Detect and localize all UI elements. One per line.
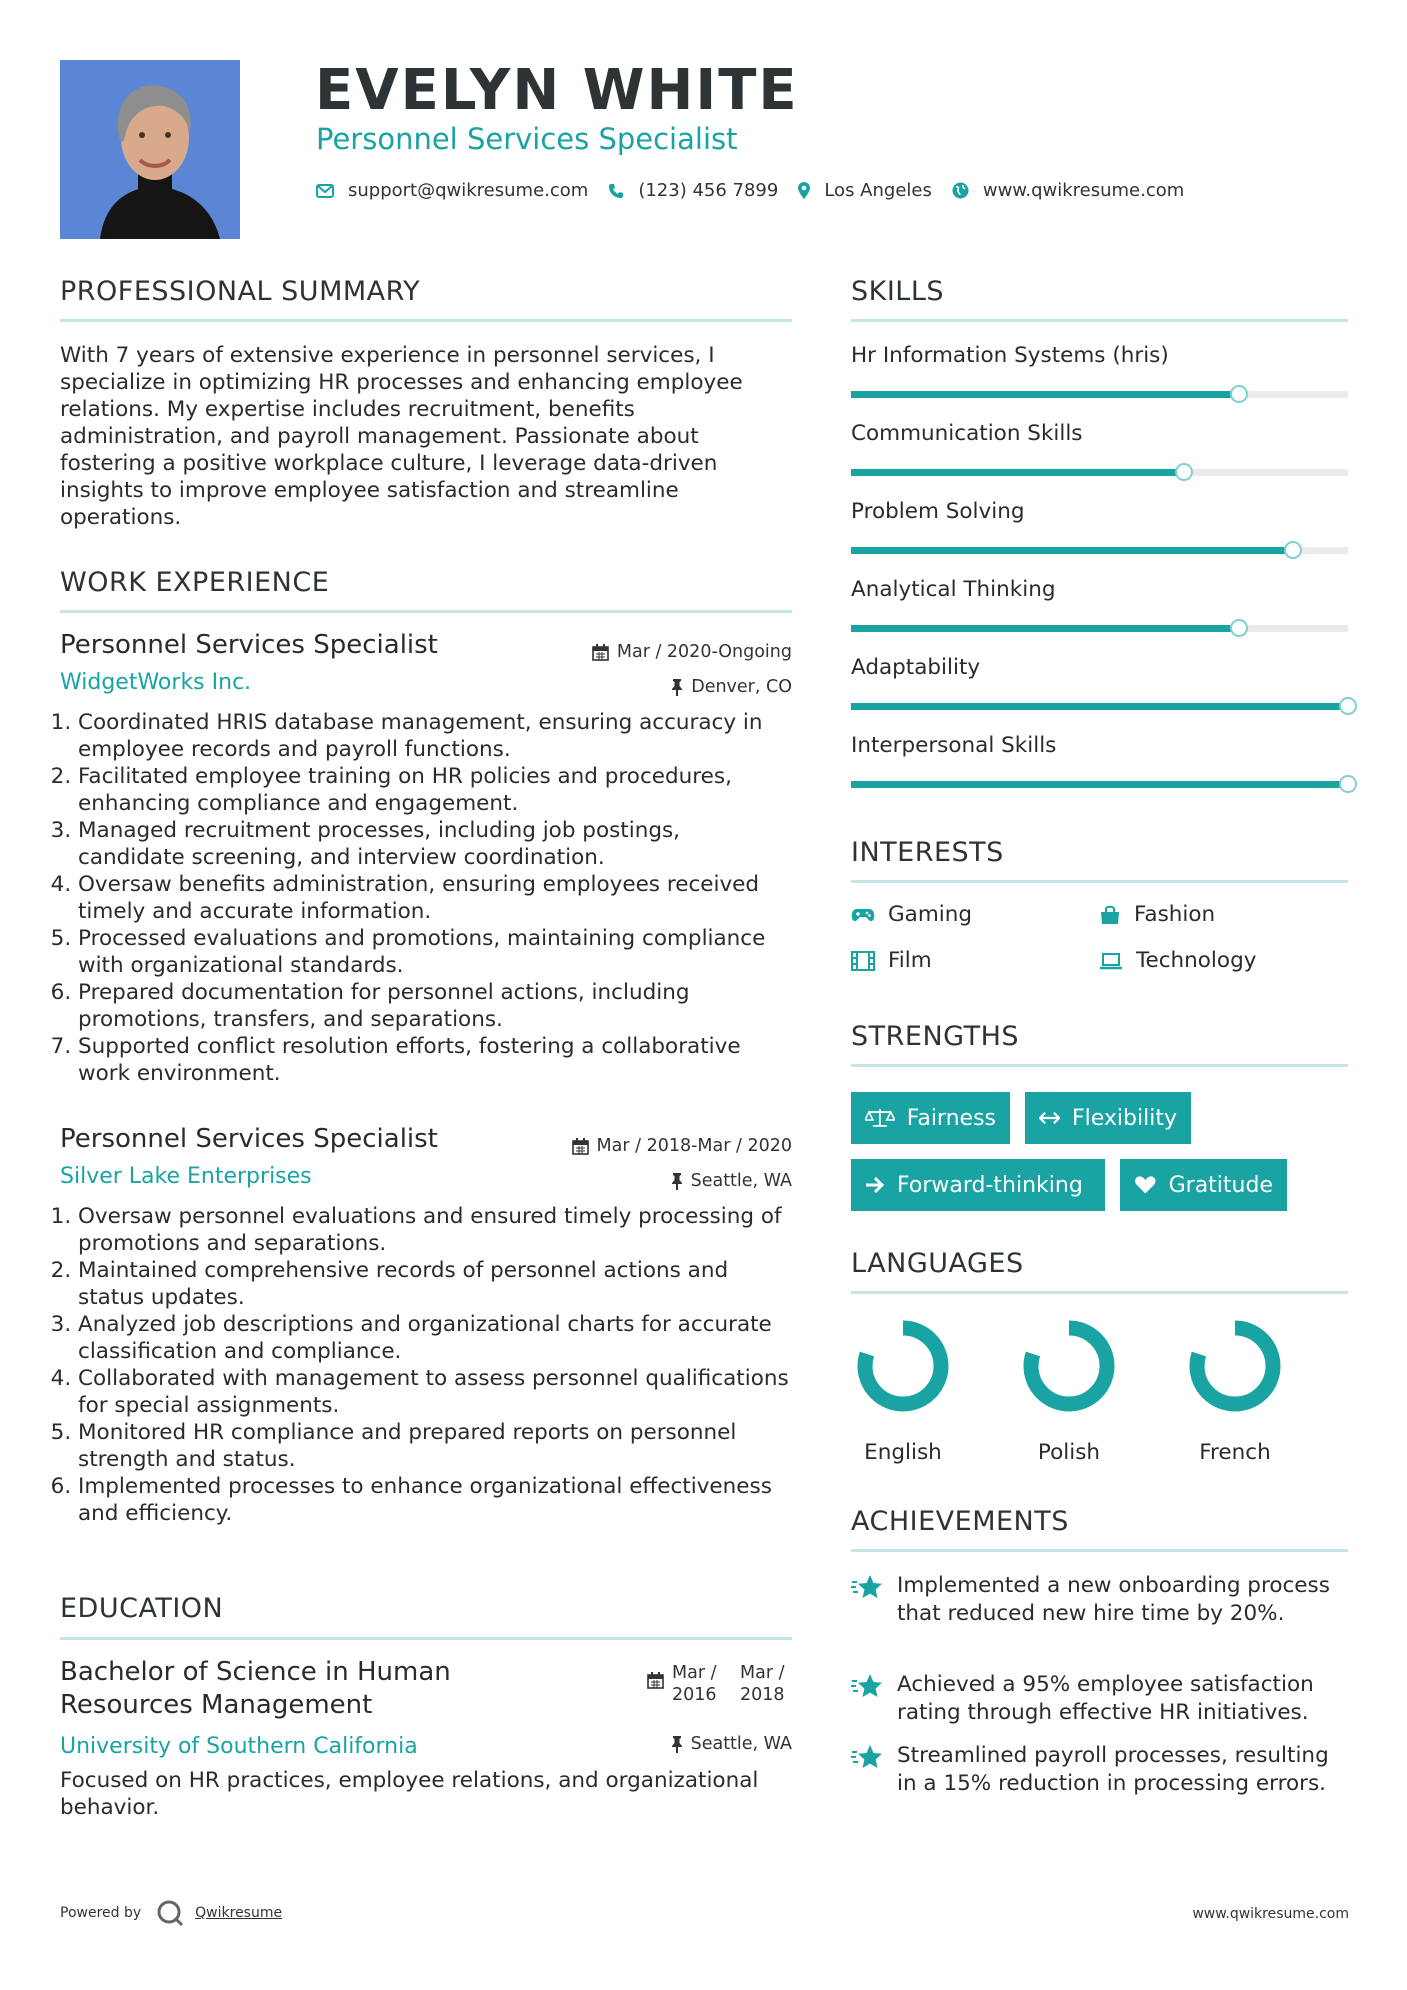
skill-item xyxy=(851,343,1348,368)
education-location-text: Seattle, WA xyxy=(690,1734,792,1754)
candidate-name: EVELYN WHITE xyxy=(315,58,799,123)
job-bullet: 1. Oversaw personnel evaluations and ensured timely processing of promotions and separations. xyxy=(78,1203,792,1257)
skill-name: Communication Skills xyxy=(851,421,1083,446)
contact-email[interactable] xyxy=(316,180,588,201)
interest-label: Film xyxy=(888,948,932,973)
education-start: Mar / 2016 xyxy=(672,1663,717,1705)
education-dates xyxy=(647,1662,792,1706)
contact-bar xyxy=(316,180,1204,201)
achievement-item xyxy=(851,1671,1351,1727)
achievement-text: Implemented a new onboarding process that reduced new hire time by 20%. xyxy=(897,1573,1330,1626)
job-bullet: 1. Coordinated HRIS database management, ensuring accuracy in employee records and payroll functions. xyxy=(78,709,792,763)
skill-name: Analytical Thinking xyxy=(851,577,1056,602)
portrait-image xyxy=(60,60,240,239)
interests-heading: INTERESTS xyxy=(851,837,1004,868)
calendar-icon xyxy=(647,1672,664,1689)
language-name: English xyxy=(864,1440,942,1465)
achievement-text: Streamlined payroll processes, resulting in a 15% reduction in processing errors. xyxy=(897,1743,1329,1796)
degree-title: Bachelor of Science in Human Resources Management xyxy=(60,1657,451,1720)
footer-website[interactable]: www.qwikresume.com xyxy=(1192,1906,1349,1922)
achievement-item xyxy=(851,1572,1351,1628)
job-bullet: 5. Monitored HR compliance and prepared reports on personnel strength and status. xyxy=(78,1419,792,1473)
job-location xyxy=(671,1171,792,1191)
job-entry xyxy=(60,1124,792,1527)
job-title: Personnel Services Specialist xyxy=(60,630,438,660)
skill-bar xyxy=(851,547,1348,554)
candidate-title: Personnel Services Specialist xyxy=(316,122,738,156)
star-icon xyxy=(851,1574,883,1600)
job-location-text: Denver, CO xyxy=(691,677,792,697)
skill-bar-fill xyxy=(851,781,1348,788)
education-location xyxy=(671,1734,792,1754)
job-bullet: 6. Implemented processes to enhance organizational effectiveness and efficiency. xyxy=(78,1473,792,1527)
skill-bar-knob xyxy=(1230,619,1248,637)
skill-name: Hr Information Systems (hris) xyxy=(851,343,1169,368)
interest-label: Gaming xyxy=(888,902,973,927)
interests-divider xyxy=(851,880,1348,883)
job-location xyxy=(671,677,792,697)
skill-bar-fill xyxy=(851,703,1348,710)
job-bullet: 4. Collaborated with management to assess personnel qualifications for special assignments. xyxy=(78,1365,792,1419)
job-title: Personnel Services Specialist xyxy=(60,1124,438,1154)
job-location-text: Seattle, WA xyxy=(690,1171,792,1191)
experience-heading: WORK EXPERIENCE xyxy=(60,567,330,598)
skill-name: Interpersonal Skills xyxy=(851,733,1057,758)
school-name: University of Southern California xyxy=(60,1734,418,1759)
job-entry xyxy=(60,630,792,1087)
skill-name: Adaptability xyxy=(851,655,981,680)
skills-divider xyxy=(851,319,1348,322)
achievement-text: Achieved a 95% employee satisfaction rating through effective HR initiatives. xyxy=(897,1672,1314,1725)
job-company: WidgetWorks Inc. xyxy=(60,670,252,695)
star-icon xyxy=(851,1673,883,1699)
job-bullets xyxy=(60,1203,792,1527)
education-heading: EDUCATION xyxy=(60,1593,224,1624)
strengths-divider xyxy=(851,1064,1348,1067)
skill-bar xyxy=(851,703,1348,710)
profile-photo xyxy=(60,60,240,239)
language-item xyxy=(994,1318,1144,1465)
skill-bar-knob xyxy=(1339,697,1357,715)
pushpin-icon xyxy=(671,679,683,696)
skill-bar-fill xyxy=(851,625,1239,632)
interest-film xyxy=(851,948,932,973)
job-bullet: 2. Maintained comprehensive records of personnel actions and status updates. xyxy=(78,1257,792,1311)
shopping-bag-icon xyxy=(1099,905,1121,925)
strength-label: Flexibility xyxy=(1072,1105,1177,1131)
gamepad-icon xyxy=(851,907,875,923)
skills-heading: SKILLS xyxy=(851,276,945,307)
education-description: Focused on HR practices, employee relations, and organizational behavior. xyxy=(60,1768,759,1820)
interest-fashion xyxy=(1099,902,1215,927)
job-bullet: 7. Supported conflict resolution efforts, fostering a collaborative work environment. xyxy=(78,1033,792,1087)
experience-divider xyxy=(60,610,792,613)
languages-heading: LANGUAGES xyxy=(851,1248,1024,1279)
skill-item xyxy=(851,577,1348,602)
powered-by-text: Powered by xyxy=(60,1905,142,1921)
film-icon xyxy=(851,951,875,971)
phone-icon xyxy=(608,183,624,199)
skill-bar-knob xyxy=(1339,775,1357,793)
skill-bar-fill xyxy=(851,469,1184,476)
job-bullet: 3. Analyzed job descriptions and organizational charts for accurate classification and compliance. xyxy=(78,1311,792,1365)
strength-chip-forward-thinking xyxy=(851,1159,1105,1211)
skill-bar xyxy=(851,391,1348,398)
job-bullet: 4. Oversaw benefits administration, ensuring employees received timely and accurate information. xyxy=(78,871,792,925)
calendar-icon xyxy=(592,644,609,661)
skill-bar xyxy=(851,781,1348,788)
achievements-divider xyxy=(851,1549,1348,1552)
skill-item xyxy=(851,421,1348,446)
language-item xyxy=(1160,1318,1310,1465)
heart-icon xyxy=(1134,1175,1157,1195)
contact-location-text: Los Angeles xyxy=(824,180,932,201)
balance-scale-icon xyxy=(865,1108,895,1128)
contact-website[interactable] xyxy=(952,180,1184,201)
arrows-horizontal-icon xyxy=(1039,1111,1060,1125)
education-entry xyxy=(60,1656,792,1821)
skill-bar xyxy=(851,625,1348,632)
education-end: Mar / 2018 xyxy=(740,1663,785,1705)
interest-gaming xyxy=(851,902,972,927)
strength-label: Gratitude xyxy=(1168,1172,1273,1198)
pushpin-icon xyxy=(671,1736,683,1753)
languages-divider xyxy=(851,1291,1348,1294)
language-ring xyxy=(855,1318,951,1414)
contact-location xyxy=(798,180,932,201)
interest-label: Fashion xyxy=(1134,902,1216,927)
job-dates xyxy=(572,1136,792,1156)
skill-bar xyxy=(851,469,1348,476)
strengths-heading: STRENGTHS xyxy=(851,1021,1020,1052)
skill-bar-knob xyxy=(1175,463,1193,481)
skill-item xyxy=(851,655,1348,680)
language-ring xyxy=(1021,1318,1117,1414)
arrow-right-icon xyxy=(865,1176,885,1194)
interest-technology xyxy=(1099,948,1256,973)
job-bullets xyxy=(60,709,792,1087)
skill-bar-knob xyxy=(1284,541,1302,559)
laptop-icon xyxy=(1099,952,1123,970)
language-name: Polish xyxy=(1037,1440,1101,1465)
strength-chip-gratitude xyxy=(1120,1159,1287,1211)
calendar-icon xyxy=(572,1138,589,1155)
skill-item xyxy=(851,733,1348,758)
contact-phone-text: (123) 456 7899 xyxy=(638,180,779,201)
job-company: Silver Lake Enterprises xyxy=(60,1164,312,1189)
job-bullet: 6. Prepared documentation for personnel actions, including promotions, transfers, and separations. xyxy=(78,979,792,1033)
achievements-heading: ACHIEVEMENTS xyxy=(851,1506,1069,1537)
map-pin-icon xyxy=(798,182,810,199)
job-dates xyxy=(592,642,792,662)
qwikresume-logo-icon xyxy=(155,1898,185,1928)
strength-label: Forward-thinking xyxy=(897,1172,1083,1198)
contact-email-text: support@qwikresume.com xyxy=(348,180,589,201)
language-item xyxy=(828,1318,978,1465)
job-dates-text: Mar / 2018-Mar / 2020 xyxy=(596,1136,792,1156)
skill-name: Problem Solving xyxy=(851,499,1025,524)
skill-item xyxy=(851,499,1348,524)
footer-powered-by xyxy=(60,1898,282,1928)
strength-chip-fairness xyxy=(851,1092,1010,1144)
achievement-item xyxy=(851,1742,1351,1798)
pushpin-icon xyxy=(671,1173,683,1190)
summary-divider xyxy=(60,319,792,322)
strength-label: Fairness xyxy=(906,1105,996,1131)
job-dates-text: Mar / 2020-Ongoing xyxy=(616,642,792,662)
globe-icon xyxy=(952,182,969,199)
interest-label: Technology xyxy=(1136,948,1257,973)
language-name: French xyxy=(1199,1440,1271,1465)
education-divider xyxy=(60,1637,792,1640)
strength-chip-flexibility xyxy=(1025,1092,1191,1144)
star-icon xyxy=(851,1744,883,1770)
job-bullet: 5. Processed evaluations and promotions, maintaining compliance with organizational standards. xyxy=(78,925,792,979)
job-bullet: 2. Facilitated employee training on HR policies and procedures, enhancing compliance and engagement. xyxy=(78,763,792,817)
envelope-icon xyxy=(316,184,334,198)
skill-bar-fill xyxy=(851,391,1239,398)
job-bullet: 3. Managed recruitment processes, including job postings, candidate screening, and interview coordination. xyxy=(78,817,792,871)
skill-bar-fill xyxy=(851,547,1293,554)
brand-link[interactable]: Qwikresume xyxy=(195,1905,283,1921)
summary-text: With 7 years of extensive experience in personnel services, I specialize in optimizing HR processes and enhancing employee relations. My expertise includes recruitment, benefits administration, and payroll management. Passionate about fostering a positive workplace culture, I leverage data-driven insights to improve employee satisfaction and streamline operations. xyxy=(60,343,743,530)
summary-heading: PROFESSIONAL SUMMARY xyxy=(60,276,421,307)
contact-website-text: www.qwikresume.com xyxy=(982,180,1185,201)
language-ring xyxy=(1187,1318,1283,1414)
contact-phone[interactable] xyxy=(608,180,778,201)
skill-bar-knob xyxy=(1230,385,1248,403)
